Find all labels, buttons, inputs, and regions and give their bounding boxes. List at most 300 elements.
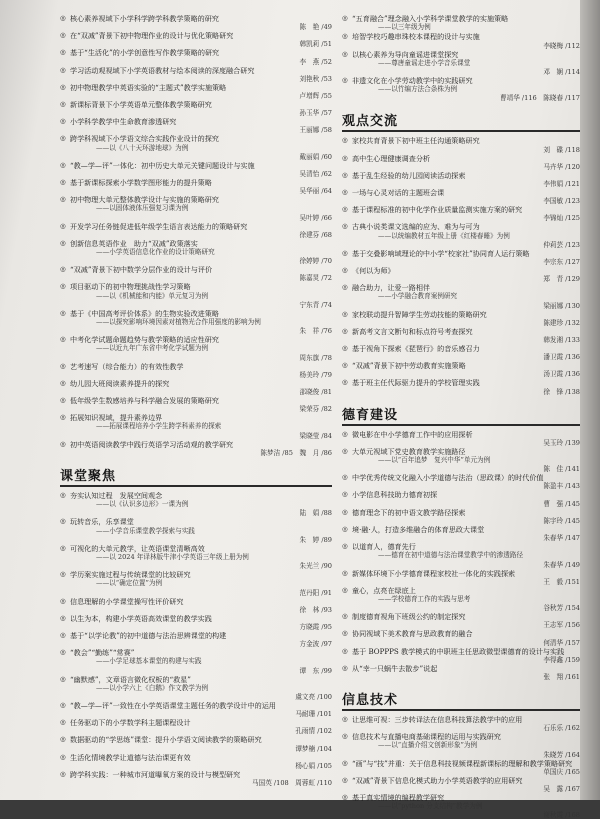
bullet-icon: ◎ — [60, 439, 66, 448]
entry-author-page: 陈宇玲 /145 — [543, 516, 580, 525]
bullet-icon: ◎ — [60, 396, 66, 405]
entry-title: 以生为本，构建小学英语高效课堂的教学实践 — [70, 613, 212, 623]
bullet-icon: ◎ — [60, 674, 66, 683]
bullet-icon: ◎ — [342, 378, 348, 387]
entry-subtitle: ——以近九年广东省中考化学试题为例 — [96, 344, 209, 353]
entry-author-page: 朱春华 /149 — [543, 560, 580, 569]
toc-entry[interactable] — [342, 612, 580, 629]
bullet-icon: ◎ — [342, 309, 348, 318]
entry-subtitle: ——以小学六上《白鹅》作文教学为例 — [96, 683, 209, 692]
toc-entry[interactable] — [342, 525, 580, 542]
toc-entry[interactable] — [60, 335, 332, 361]
bullet-icon: ◎ — [342, 153, 348, 162]
binding-shadow — [580, 0, 600, 800]
classroom-list — [60, 491, 332, 787]
entry-author-page: 韩凯莉 /51 — [299, 40, 332, 49]
toc-entry[interactable] — [342, 310, 580, 327]
left-top-list — [60, 14, 332, 457]
toc-entry[interactable] — [342, 629, 580, 646]
toc-entry[interactable] — [60, 195, 332, 221]
section-title: 德育建设 — [342, 407, 399, 423]
entry-author-page: 石乐乐 /162 — [543, 724, 580, 733]
entry-title: 以核心素养为导向童谣进课堂探究 — [352, 49, 459, 59]
bullet-icon: ◎ — [342, 585, 348, 594]
bullet-icon: ◎ — [60, 117, 66, 126]
entry-author-page: 刘 碟 /118 — [543, 145, 580, 154]
entry-title: 高中生心理健康调查分析 — [352, 153, 431, 163]
toc-entry[interactable] — [60, 161, 332, 178]
entry-title: 小学信息科技助力德育初探 — [352, 490, 438, 500]
entry-title: 以道育人，德育先行 — [352, 542, 416, 552]
entry-author-page: 王志军 /156 — [543, 621, 580, 630]
entry-author-page: 马耐珊 /101 — [295, 710, 332, 719]
toc-entry[interactable] — [60, 701, 332, 718]
entry-title: 协同视域下美术教育与思政教育的融合 — [352, 629, 473, 639]
entry-author-page: 马国英 /108 周蓉虹 /110 — [252, 778, 332, 787]
entry-title: 核心素养视域下小学科学跨学科教学策略的研究 — [70, 14, 219, 23]
toc-entry[interactable] — [342, 490, 580, 507]
toc-entry[interactable] — [60, 735, 332, 752]
toc-entry[interactable] — [342, 732, 580, 758]
entry-author-page: 周东旗 /78 — [299, 353, 332, 362]
bullet-icon: ◎ — [342, 758, 348, 767]
toc-entry[interactable] — [60, 362, 332, 379]
entry-title: 新媒体环境下小学德育课程家校社一体化的实践探索 — [352, 568, 516, 578]
entry-author-page: 范丹阳 /91 — [299, 588, 332, 597]
entry-title: 拓展知识视域，提升素养边界 — [70, 413, 163, 423]
entry-author-page: 朱春华 /147 — [543, 534, 580, 543]
bullet-icon: ◎ — [342, 222, 348, 231]
toc-entry[interactable] — [60, 379, 332, 396]
entry-title: “幽默感”，文章语言微化权板的“救星” — [70, 674, 191, 684]
entry-subtitle: ——以 2024 年译林版牛津小学英语三年级上册为例 — [96, 552, 249, 561]
toc-entry[interactable] — [342, 378, 580, 395]
entry-title: 数据驱动的“学思练”课堂：提升小学语文阅读教学的策略研究 — [70, 735, 262, 745]
toc-entry[interactable] — [60, 178, 332, 195]
entry-title: 非遗文化在小学劳动教学中的实践研究 — [352, 76, 473, 86]
section-title: 信息技术 — [342, 692, 399, 708]
entry-title: “双减”背景下初中数学分层作业的设计与评价 — [70, 265, 213, 275]
entry-subtitle: ——以《机械能和内能》单元复习为例 — [96, 291, 209, 300]
bullet-icon: ◎ — [60, 613, 66, 622]
bullet-icon: ◎ — [342, 32, 348, 41]
entry-author-page: 李宗东 /127 — [543, 258, 580, 267]
toc-entry[interactable] — [342, 249, 580, 266]
entry-subtitle: ——以“百年追梦 复兴中华”单元为例 — [378, 456, 491, 465]
entry-author-page: 潘卫霞 /136 — [543, 353, 580, 362]
entry-title: 跨学科实践：一种城市河道曝氧方案的设计与模型研究 — [70, 769, 241, 779]
bullet-icon: ◎ — [60, 648, 66, 657]
toc-entry[interactable] — [60, 544, 332, 570]
entry-author-page: 马卉华 /120 — [543, 162, 580, 171]
bullet-icon: ◎ — [60, 700, 66, 709]
toc-entry[interactable] — [342, 283, 580, 309]
toc-entry[interactable] — [60, 396, 332, 413]
entry-title: 大单元视域下党史教育教学实施路径 — [352, 446, 466, 456]
toc-entry[interactable] — [342, 430, 580, 447]
toc-entry[interactable] — [342, 542, 580, 568]
bullet-icon: ◎ — [342, 792, 348, 801]
entry-title: 家校共育背景下初中班主任沟通策略研究 — [352, 136, 480, 146]
entry-author-page: 汤卫霞 /136 — [543, 370, 580, 379]
toc-entry[interactable] — [342, 266, 580, 283]
toc-entry[interactable] — [342, 586, 580, 612]
entry-author-page: 朱晓芳 /164 — [543, 750, 580, 759]
toc-entry[interactable] — [342, 776, 580, 793]
toc-entry[interactable] — [342, 32, 580, 49]
entry-title: “五育融合”理念融入小学科学课堂教学的实施策略 — [352, 14, 509, 23]
entry-title: 新课标背景下小学英语单元整体教学策略研究 — [70, 100, 212, 110]
entry-author-page: 朱 婷 /89 — [299, 535, 332, 544]
toc-entry[interactable] — [342, 327, 580, 344]
bullet-icon: ◎ — [60, 265, 66, 274]
entry-title: 新高考文言文断句和标点符号考查探究 — [352, 326, 473, 336]
entry-title: 可视化的大单元教学，让英语课堂清晰高效 — [70, 543, 205, 553]
toc-entry[interactable] — [342, 715, 580, 732]
bullet-icon: ◎ — [342, 170, 348, 179]
toc-entry[interactable] — [60, 413, 332, 439]
entry-title: 融合助力，让爱一路相伴 — [352, 283, 431, 293]
entry-author-page: 梁晓莹 /84 — [299, 431, 332, 440]
entry-author-page: 陈梦洁 /85 魏 月 /86 — [260, 448, 332, 457]
entry-author-page: 朱光兰 /90 — [299, 562, 332, 571]
toc-entry[interactable] — [60, 718, 332, 735]
toc-entry[interactable] — [342, 154, 580, 171]
entry-subtitle: ——学校德育工作的实践与思考 — [378, 594, 471, 603]
entry-author-page: 梁荣芬 /82 — [299, 405, 332, 414]
entry-title: 一场与心灵对话的主题班会课 — [352, 188, 445, 198]
section-rule — [342, 424, 580, 426]
bullet-icon: ◎ — [342, 646, 348, 655]
bullet-icon: ◎ — [342, 283, 348, 292]
toc-entry[interactable] — [60, 14, 332, 31]
toc-entry[interactable] — [60, 675, 332, 701]
entry-title: 基于交叠影响域理论的中小学“校家社”协同育人运行策略 — [352, 248, 530, 258]
entry-title: 基于 BOPPPS 教学模式的中职班主任思政微型课德育的设计与实践 — [352, 646, 565, 656]
entry-author-page: 王丽娜 /58 — [299, 126, 332, 135]
entry-title: 《何以为师》 — [352, 266, 395, 276]
toc-entry[interactable] — [60, 66, 332, 83]
entry-title: 基于乱生经验的幼儿园阅读活动探索 — [352, 170, 466, 180]
entry-subtitle: ——以竹编方法合条株为例 — [378, 85, 458, 94]
entry-title: 制度德育视角下班级公约的制定探究 — [352, 612, 466, 622]
right-top-list — [342, 14, 580, 102]
toc-entry[interactable] — [342, 508, 580, 525]
bullet-icon: ◎ — [342, 568, 348, 577]
entry-author-page: 戴丽娟 /60 — [299, 152, 332, 161]
entry-author-page: 陈嘉炅 /72 — [299, 274, 332, 283]
toc-entry[interactable] — [60, 631, 332, 648]
toc-entry[interactable] — [342, 759, 580, 776]
entry-subtitle: ——小学英语信息化作业的设计策略研究 — [96, 248, 215, 257]
entry-subtitle: ——以“python 分支结构”教学为例 — [378, 802, 483, 811]
toc-entry[interactable] — [60, 239, 332, 265]
toc-entry[interactable] — [342, 361, 580, 378]
entry-title: 培智学校巧趣串珠校本课程的设计与实施 — [352, 32, 480, 42]
toc-entry[interactable] — [342, 447, 580, 473]
entry-author-page: 李锦灿 /125 — [543, 214, 580, 223]
entry-author-page: 虞文亮 /100 — [295, 692, 332, 701]
entry-author-page: 王 毅 /151 — [543, 577, 580, 586]
bullet-icon: ◎ — [60, 413, 66, 422]
bullet-icon: ◎ — [60, 48, 66, 57]
entry-title: 信息技术与直播电商基础课程的运用与实践研究 — [352, 732, 501, 742]
bullet-icon: ◎ — [342, 429, 348, 438]
bullet-icon: ◎ — [342, 663, 348, 672]
entry-author-page: 徐 林 /93 — [299, 605, 332, 614]
toc-entry[interactable] — [60, 222, 332, 239]
bullet-icon: ◎ — [342, 49, 348, 58]
entry-author-page: 陆 娟 /88 — [299, 509, 332, 518]
entry-author-page: 刘艳秋 /53 — [299, 74, 332, 83]
toc-entry[interactable] — [342, 647, 580, 664]
entry-author-page: 曹 强 /145 — [543, 499, 580, 508]
bullet-icon: ◎ — [60, 195, 66, 204]
bullet-icon: ◎ — [60, 282, 66, 291]
toc-entry[interactable] — [60, 265, 332, 282]
entry-author-page: 曹靖华 /116 陈晓春 /117 — [500, 94, 580, 103]
section-it — [342, 689, 580, 711]
bullet-icon: ◎ — [60, 65, 66, 74]
entry-author-page: 李得鑫 /159 — [543, 655, 580, 664]
entry-title: 基于真实情境的编程教学研究 — [352, 792, 445, 802]
entry-author-page: 朱 祥 /76 — [299, 327, 332, 336]
right-column — [342, 14, 580, 819]
entry-author-page: 吴叶婷 /66 — [299, 213, 332, 222]
bullet-icon: ◎ — [342, 188, 348, 197]
bullet-icon: ◎ — [60, 570, 66, 579]
section-title: 观点交流 — [342, 114, 399, 130]
bullet-icon: ◎ — [60, 718, 66, 727]
toc-entry[interactable] — [60, 614, 332, 631]
entry-author-page: 方晓霞 /95 — [299, 622, 332, 631]
bullet-icon: ◎ — [60, 14, 66, 22]
toc-entry[interactable] — [60, 491, 332, 517]
bullet-icon: ◎ — [342, 732, 348, 741]
bullet-icon: ◎ — [342, 629, 348, 638]
bullet-icon: ◎ — [60, 752, 66, 761]
bullet-icon: ◎ — [60, 769, 66, 778]
bullet-icon: ◎ — [342, 490, 348, 499]
entry-author-page: 杨心娟 /105 — [295, 761, 332, 770]
toc-entry[interactable] — [60, 134, 332, 160]
toc-entry[interactable] — [60, 440, 332, 457]
entry-subtitle: ——尊唐童谣走进小学音乐课堂 — [378, 58, 471, 67]
bullet-icon: ◎ — [60, 238, 66, 247]
entry-subtitle: ——拓展课程培养小学生跨学科素养的探索 — [96, 422, 222, 431]
entry-title: 初中物理大单元整体教学设计与实施的策略研究 — [70, 195, 219, 205]
entry-title: “教会”“勤练”“常赛” — [70, 648, 135, 658]
bullet-icon: ◎ — [60, 490, 66, 499]
entry-title: 基于视角下探索《琵琶行》的音乐感召力 — [352, 344, 480, 354]
bullet-icon: ◎ — [60, 378, 66, 387]
it-list — [342, 715, 580, 819]
toc-entry[interactable] — [60, 83, 332, 100]
entry-author-page: 孔雨情 /102 — [295, 727, 332, 736]
bullet-icon: ◎ — [60, 134, 66, 143]
entry-title: 低年级学生数感培养与科学融合发展的策略研究 — [70, 396, 219, 406]
entry-author-page: 陈盈丰 /143 — [543, 482, 580, 491]
bullet-icon: ◎ — [342, 473, 348, 482]
entry-subtitle: ——以“确定位置”为例 — [96, 579, 163, 588]
bullet-icon: ◎ — [60, 735, 66, 744]
toc-entry[interactable] — [342, 14, 580, 32]
entry-author-page: 孙玉华 /57 — [299, 109, 332, 118]
section-moral — [342, 404, 580, 426]
toc-entry[interactable] — [342, 664, 580, 681]
bullet-icon: ◎ — [342, 248, 348, 257]
entry-title: 小学科学教学中生命教育渗透研究 — [70, 117, 177, 127]
entry-author-page: 陈 艳 /49 — [299, 23, 332, 32]
toc-entry[interactable] — [60, 309, 332, 335]
entry-subtitle: ——小学融合教育案例研究 — [378, 292, 458, 301]
bullet-icon: ◎ — [342, 344, 348, 353]
entry-title: 玩转音乐，乐享课堂 — [70, 517, 134, 527]
entry-title: 中学优秀传统文化融入小学道德与法治（思政课）的时代价值 — [352, 473, 544, 483]
bullet-icon: ◎ — [60, 517, 66, 526]
section-classroom — [60, 465, 332, 487]
toc-entry[interactable] — [342, 188, 580, 205]
toc-entry[interactable] — [342, 569, 580, 586]
entry-title: 中考化学试题命题趋势与教学策略的适应性研究 — [70, 335, 219, 345]
bullet-icon: ◎ — [342, 205, 348, 214]
entry-author-page: 徐 锋 /138 — [543, 387, 580, 396]
entry-title: 艺考速写（综合能力）的有效性教学 — [70, 361, 184, 371]
entry-author-page: 梁丽娜 /130 — [543, 301, 580, 310]
bullet-icon: ◎ — [342, 446, 348, 455]
entry-author-page: 谢秋霞 /168 — [543, 811, 580, 819]
entry-title: 夯实认知过程 发展空间观念 — [70, 490, 163, 500]
toc-entry[interactable] — [342, 473, 580, 490]
entry-subtitle: ——以探究影响环境因素对植物光合作用强度的影响为例 — [96, 318, 261, 327]
entry-title: 任务驱动下的小学数学科主题课程设计 — [70, 718, 191, 728]
entry-subtitle: ——以统编教材五年级上册《红楼春睡》为例 — [378, 231, 510, 240]
toc-entry[interactable] — [60, 31, 332, 48]
entry-author-page: 张 翔 /161 — [543, 672, 580, 681]
entry-author-page: 谭 东 /99 — [299, 666, 332, 675]
entry-title: “双减”背景下初中劳动教育实施策略 — [352, 361, 466, 371]
entry-author-page: 宁东青 /74 — [299, 300, 332, 309]
toc-entry[interactable] — [342, 50, 580, 76]
entry-author-page: 吴玉玲 /139 — [543, 438, 580, 447]
entry-author-page: 吴清怡 /62 — [299, 170, 332, 179]
entry-title: 德育理念下的初中语文教学路径探索 — [352, 507, 466, 517]
entry-author-page: 邵晓俊 /81 — [299, 388, 332, 397]
toc-entry[interactable] — [342, 793, 580, 819]
bullet-icon: ◎ — [342, 542, 348, 551]
entry-title: 初中物理教学中英语实验的“主题式”教学实施策略 — [70, 82, 227, 92]
entry-subtitle: ——以固体液体压强复习课为例 — [96, 204, 189, 213]
entry-title: 家校联动提升智障学生劳动技能的策略研究 — [352, 309, 487, 319]
entry-author-page: 吴 露 /167 — [543, 784, 580, 793]
bullet-icon: ◎ — [60, 178, 66, 187]
moral-list — [342, 430, 580, 681]
bullet-icon: ◎ — [342, 326, 348, 335]
entry-author-page: 陈建珍 /132 — [543, 318, 580, 327]
entry-title: “画”与“技”并重：关于信息科技视频课程新课标的理解和教学策略研究 — [352, 758, 573, 768]
entry-subtitle: ——以《认识多边形》一课为例 — [96, 500, 189, 509]
toc-entry[interactable] — [60, 48, 332, 65]
bullet-icon: ◎ — [342, 136, 348, 145]
entry-title: “教—学—评”一致性在小学英语课堂主题任务的教学设计中的运用 — [70, 700, 276, 710]
section-rule — [342, 130, 580, 132]
entry-subtitle: ——以《八十天环游地球》为例 — [96, 143, 189, 152]
toc-entry[interactable] — [342, 171, 580, 188]
bullet-icon: ◎ — [342, 524, 348, 533]
toc-entry[interactable] — [342, 344, 580, 361]
entry-title: 从“幸一只蜗牛去散步”说起 — [352, 663, 438, 673]
entry-author-page: 徐建芬 /68 — [299, 230, 332, 239]
views-list — [342, 136, 580, 395]
entry-title: 基于课程标准的初中化学作业质量监测实施方案的研究 — [352, 205, 523, 215]
entry-author-page: 谷秋芳 /154 — [543, 604, 580, 613]
toc-entry[interactable] — [60, 570, 332, 596]
entry-subtitle: ——小学足球基本课堂的构建与实践 — [96, 657, 202, 666]
entry-author-page: 单国庆 /165 — [543, 767, 580, 776]
entry-title: 开发学习任务链促进低年级学生语言表达能力的策略研究 — [70, 221, 248, 231]
bullet-icon: ◎ — [60, 361, 66, 370]
section-rule — [342, 709, 580, 711]
entry-author-page: 卢增辉 /55 — [299, 92, 332, 101]
entry-author-page: 陈 佳 /141 — [543, 465, 580, 474]
entry-author-page: 郑 青 /129 — [543, 275, 580, 284]
entry-title: 境·融·人，打造多维融合的体育思政大课堂 — [352, 524, 485, 534]
toc-entry[interactable] — [342, 76, 580, 102]
toc-entry[interactable] — [60, 770, 332, 787]
toc-entry[interactable] — [342, 205, 580, 222]
bullet-icon: ◎ — [342, 612, 348, 621]
section-views — [342, 110, 580, 132]
entry-author-page: 方金波 /97 — [299, 640, 332, 649]
entry-title: “教—学—评”一体化：初中历史大单元关键问题设计与实施 — [70, 160, 255, 170]
section-title: 课堂聚焦 — [60, 468, 117, 484]
entry-title: 生活化情境教学让道德与法治课更有效 — [70, 752, 191, 762]
entry-subtitle: ——以“直播介绍文创新形象”为例 — [378, 741, 478, 750]
entry-author-page: 李国敏 /123 — [543, 197, 580, 206]
entry-author-page: 谭梦楠 /104 — [295, 744, 332, 753]
entry-title: 初中英语阅读教学中践行英语学习活动观的教学研究 — [70, 439, 234, 449]
toc-entry[interactable] — [60, 597, 332, 614]
toc-entry[interactable] — [60, 282, 332, 308]
entry-title: 项目驱动下的初中物理挑战性学习策略 — [70, 282, 191, 292]
toc-entry[interactable] — [342, 136, 580, 153]
toc-entry[interactable] — [60, 117, 332, 134]
toc-entry[interactable] — [60, 517, 332, 543]
bullet-icon: ◎ — [342, 507, 348, 516]
bullet-icon: ◎ — [60, 308, 66, 317]
entry-title: 创新信息英语作业 助力“双减”政策落实 — [70, 238, 198, 248]
bullet-icon: ◎ — [60, 100, 66, 109]
bullet-icon: ◎ — [342, 775, 348, 784]
bullet-icon: ◎ — [60, 630, 66, 639]
bullet-icon: ◎ — [60, 543, 66, 552]
toc-entry[interactable] — [60, 648, 332, 674]
entry-author-page: 李 燕 /52 — [299, 57, 332, 66]
entry-title: 在“双减”背景下初中物理作业的设计与优化策略研究 — [70, 31, 234, 41]
entry-author-page: 邓 娴 /114 — [543, 68, 580, 77]
entry-subtitle: ——以三年级为例 — [378, 23, 431, 32]
bullet-icon: ◎ — [60, 31, 66, 40]
left-column — [60, 14, 332, 787]
entry-title: 让思维可视：三步转译法在信息科技算法教学中的应用 — [352, 714, 523, 724]
entry-title: 学习活动观视域下小学英语教材与绘本阅读的深度融合研究 — [70, 65, 255, 75]
entry-author-page: 徐婷婷 /70 — [299, 257, 332, 266]
entry-author-page: 吴华丽 /64 — [299, 187, 332, 196]
bullet-icon: ◎ — [60, 596, 66, 605]
toc-entry[interactable] — [60, 100, 332, 117]
toc-entry[interactable] — [342, 222, 580, 248]
toc-entry[interactable] — [60, 753, 332, 770]
